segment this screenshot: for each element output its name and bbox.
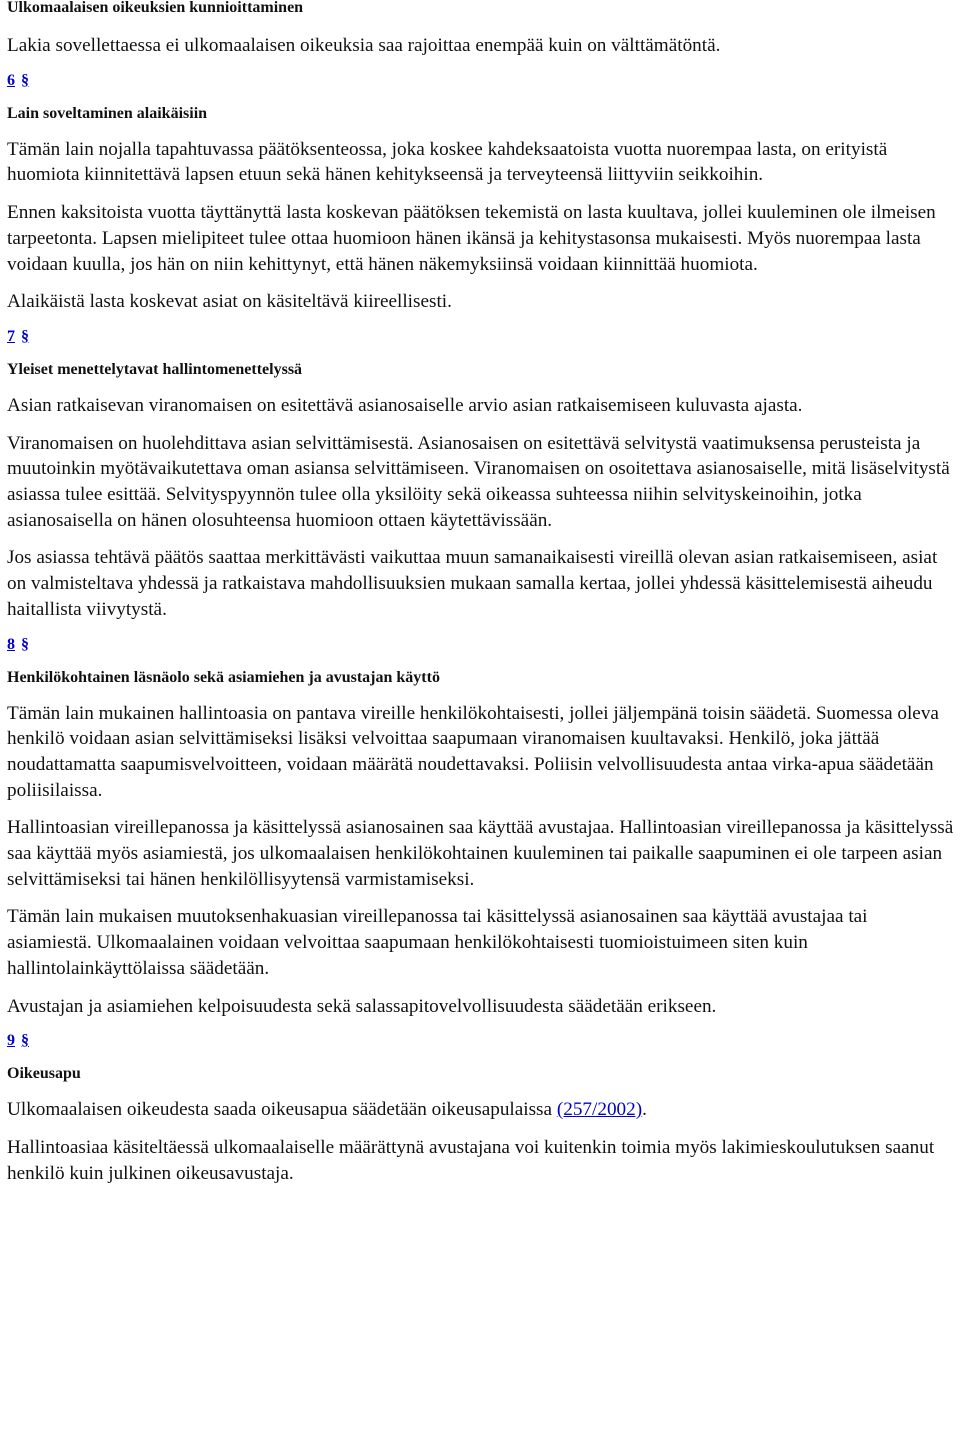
section-6-number: 6	[7, 71, 15, 89]
section-5-heading: Ulkomaalaisen oikeuksien kunnioittaminen	[7, 0, 304, 16]
section-6-paragraph-3: Alaikäistä lasta koskevat asiat on käsiteltävä kiireellisesti.	[7, 291, 452, 313]
section-9-number: 9	[7, 1032, 15, 1050]
section-7-heading: Yleiset menettelytavat hallintomenettelyssä	[7, 360, 303, 378]
section-6-link[interactable]	[7, 71, 29, 91]
section-6-paragraph-1: Tämän lain nojalla tapahtuvassa päätöksenteossa, joka koskee kahdeksaatoista vuotta nuorempaa lasta, on erityistä huomiota kiinnitettävä lapsen etuun sekä hänen kehitykseensä ja terveyteensä liittyviin seikkoihin.	[7, 138, 888, 186]
section-sign: §	[21, 1032, 29, 1050]
section-9-paragraph-1	[7, 1097, 954, 1123]
section-7-paragraph-2: Viranomaisen on huolehdittava asian selvittämisestä. Asianosaisen on esitettävä selvitystä vaatimuksensa perusteista ja muutoinkin myötävaikutettava oman asiansa selvittämiseen. Viranomaisen on osoitettava asianosaiselle, mitä lisäselvitystä asiassa tulee esittää. Selvityspyynnön tulee olla yksilöity sekä oikeassa suhteessa niihin selvityskeinoihin, jotka asianosaisella on hänen olosuhteensa huomioon ottaen käytettävissään.	[7, 432, 950, 531]
section-8-number: 8	[7, 635, 15, 653]
section-8-paragraph-4: Avustajan ja asiamiehen kelpoisuudesta sekä salassapitovelvollisuudesta säädetään erikseen.	[7, 995, 717, 1017]
section-8-heading: Henkilökohtainen läsnäolo sekä asiamiehen ja avustajan käyttö	[7, 668, 440, 686]
section-9-link[interactable]	[7, 1031, 29, 1051]
section-7-paragraph-1: Asian ratkaisevan viranomaisen on esitettävä asianosaiselle arvio asian ratkaisemiseen kuluvasta ajasta.	[7, 394, 803, 416]
section-7-link[interactable]	[7, 327, 29, 347]
section-sign: §	[21, 71, 29, 89]
section-sign: §	[21, 327, 29, 345]
section-sign: §	[21, 635, 29, 653]
section-9-paragraph-2: Hallintoasiaa käsiteltäessä ulkomaalaiselle määrättynä avustajana voi kuitenkin toimia myös lakimieskoulutuksen saanut henkilö kuin julkinen oikeusavustaja.	[7, 1136, 935, 1184]
section-8-paragraph-2: Hallintoasian vireillepanossa ja käsittelyssä asianosainen saa käyttää avustajaa. Hallintoasian vireillepanossa ja käsittelyssä saa käyttää myös asiamiestä, jos ulkomaalaisen henkilökohtainen kuuleminen tai paikalle saapuminen ei ole tarpeen asian selvittämiseksi tai hänen henkilöllisyytensä varmistamiseksi.	[7, 817, 954, 890]
section-7-number: 7	[7, 327, 15, 345]
section-7-paragraph-3: Jos asiassa tehtävä päätös saattaa merkittävästi vaikuttaa muun samanaikaisesti vireillä olevan asian ratkaisemiseen, asiat on valmisteltava yhdessä ja ratkaistava mahdollisuuksien mukaan samalla kertaa, jollei yhdessä käsittelemisestä aiheudu haitallista viivytystä.	[7, 547, 938, 620]
section-8-paragraph-3: Tämän lain mukaisen muutoksenhakuasian vireillepanossa tai käsittelyssä asianosainen saa käyttää avustajaa tai asiamiestä. Ulkomaalainen voidaan velvoittaa saapumaan henkilökohtaisesti tuomioistuimeen siten kuin hallintolainkäyttölaissa säädetään.	[7, 906, 868, 979]
section-9-paragraph-1-text: Ulkomaalaisen oikeudesta saada oikeusapua säädetään oikeusapulaissa	[7, 1099, 557, 1121]
section-8-paragraph-1: Tämän lain mukainen hallintoasia on pantava vireille henkilökohtaisesti, jollei jäljempänä toisin säädetä. Suomessa oleva henkilö voidaan asian selvittämiseksi lisäksi velvoittaa saapumaan viranomaisen kuultavaksi. Henkilö, joka jättää noudattamatta saapumisvelvoitteen, voidaan määrätä noudettavaksi. Poliisin velvollisuudesta antaa virka-apua säädetään poliisilaissa.	[7, 702, 939, 801]
section-9-paragraph-1-end: .	[642, 1099, 647, 1121]
section-8-link[interactable]	[7, 635, 29, 655]
section-6-paragraph-2: Ennen kaksitoista vuotta täyttänyttä lasta koskevan päätöksen tekemistä on lasta kuultava, jollei kuuleminen ole ilmeisen tarpeetonta. Lapsen mielipiteet tulee ottaa huomioon hänen ikänsä ja kehitystasonsa mukaisesti. Myös nuorempaa lasta voidaan kuulla, jos hän on niin kehittynyt, että hänen näkemyksiinsä voidaan kiinnittää huomiota.	[7, 202, 936, 275]
statute-reference-link[interactable]: (257/2002)	[556, 1099, 643, 1121]
section-9-heading: Oikeusapu	[7, 1065, 81, 1083]
section-6-heading: Lain soveltaminen alaikäisiin	[7, 104, 208, 122]
section-5-paragraph-1: Lakia sovellettaessa ei ulkomaalaisen oikeuksia saa rajoittaa enempää kuin on välttämätöntä.	[7, 35, 721, 56]
